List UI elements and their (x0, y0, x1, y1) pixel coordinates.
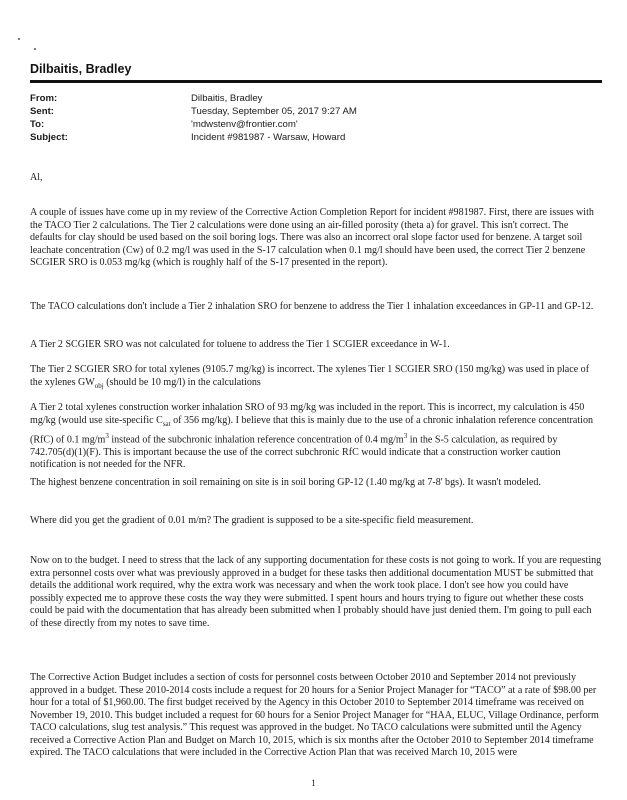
paragraph-toluene: A Tier 2 SCGIER SRO was not calculated for toluene to address the Tier 1 SCGIER exceedance in W-1. (30, 339, 450, 351)
sent-value: Tuesday, September 05, 2017 9:27 AM (191, 106, 357, 117)
subject-value: Incident #981987 - Warsaw, Howard (191, 132, 346, 143)
xylenes-text-a: The Tier 2 SCGIER SRO for total xylenes (9105.7 mg/kg) is incorrect. The xylenes Tier 1 SCGIER SRO (150 mg/kg) was used in place of the xylenes GW (30, 364, 590, 388)
paragraph-gradient: Where did you get the gradient of 0.01 m/m? The gradient is supposed to be a site-specific field measurement. (30, 515, 474, 527)
cw-text-c: instead of the subchronic inhalation reference concentration of 0.4 mg/m (108, 434, 404, 446)
sent-label: Sent: (30, 106, 54, 117)
paragraph-highest-benzene: The highest benzene concentration in soil remaining on site is in soil boring GP-12 (1.40 mg/kg at 7-8' bgs). It wasn't modeled. (30, 477, 541, 489)
m3-superscript: 3 (105, 432, 109, 441)
greeting: Al, (30, 172, 43, 183)
paragraph-construction-worker (30, 402, 602, 472)
sender-name: Dilbaitis, Bradley (30, 62, 132, 76)
from-value: Dilbaitis, Bradley (191, 93, 263, 104)
m3-superscript: 3 (403, 432, 408, 441)
xylenes-text-b: (should be 10 mg/l) in the calculations (103, 376, 261, 388)
cw-text-a: A Tier 2 total xylenes construction worker inhalation SRO of 93 mg/kg was included in the report. This is incorrect, my calculation is 450 mg/kg (would use site-specific C (30, 402, 585, 426)
csat-subscript: sat (162, 419, 171, 428)
cw-text-b: of 356 mg/kg). I believe that this is mainly due to the use of a chronic inhalation reference concentration (RfC) of 0.1 mg/m (30, 414, 593, 446)
page-number: 1 (311, 778, 316, 788)
to-value: 'mdwstenv@frontier.com' (191, 119, 298, 130)
gw-obj-subscript: obj (94, 381, 104, 390)
header-rule (30, 80, 602, 83)
cw-text-d: in the S-5 calculation, as required by 742.705(d)(1)(F). This is important because the use of the correct subchronic RfC would indicate that a construction worker caution notification is not needed for the NFR. (30, 434, 561, 471)
paragraph-inhalation-sro: The TACO calculations don't include a Tier 2 inhalation SRO for benzene to address the Tier 1 inhalation exceedances in GP-11 and GP-12. (30, 301, 594, 313)
from-label: From: (30, 93, 58, 104)
to-label: To: (30, 119, 45, 130)
subject-label: Subject: (30, 132, 68, 143)
paragraph-corrective-action-budget: The Corrective Action Budget includes a section of costs for personnel costs between October 2010 and September 2014 not previously approved in a budget. These 2010-2014 costs include a request for 20 hours for a Senior Project Manager for “TACO” at a rate of $98.00 per hour for a total of $1,960.00. The first budget received by the Agency in this October 2010 to September 2014 timeframe was received on November 19, 2010. This budget included a request for 60 hours for a Senior Project Manager for “HAA, ELUC, Village Ordinance, perform TACO calculations, slug test analysis.” This request was approved in the budget. No TACO calculations were submitted until the Agency received a Corrective Action Plan and Budget on March 10, 2015, which is six months after the October 2010 to September 2014 timeframe expired. The TACO calculations that were included in the Corrective Action Plan that was received March 10, 2015 were (30, 672, 599, 759)
scan-speck (18, 38, 20, 40)
paragraph-xylenes (30, 364, 602, 392)
scan-speck (34, 48, 36, 50)
paragraph-budget: Now on to the budget. I need to stress that the lack of any supporting documentation for these costs is not going to work. If you are requesting extra personnel costs over what was previously approved in a budget for these tasks then additional documentation MUST be submitted that details the additional work required, why the extra work was necessary and when the work took place. I don't see how you could have possibly expected me to approve these costs the way they were submitted. I spent hours and hours trying to figure out whether these costs could be paid with the documentation that has already been submitted when I probably should have just denied them. I'm going to pull each of these directly from my notes to save time. (30, 555, 602, 629)
paragraph-tier2-calculations: A couple of issues have come up in my review of the Corrective Action Completion Report for incident #981987. First, there are issues with the TACO Tier 2 calculations. The Tier 2 calculations were done using an air-filled porosity (theta a) for gravel. This isn't correct. The defaults for clay should be used based on the soil boring logs. There was also an incorrect oral slope factor used for benzene. A target soil leachate concentration (Cw) of 0.2 mg/l was used in the S-17 calculation when 0.1 mg/l should have been used, the correct Tier 2 benzene SCGIER SRO is 0.053 mg/kg (which is roughly half of the S-17 presented in the report). (30, 207, 594, 269)
